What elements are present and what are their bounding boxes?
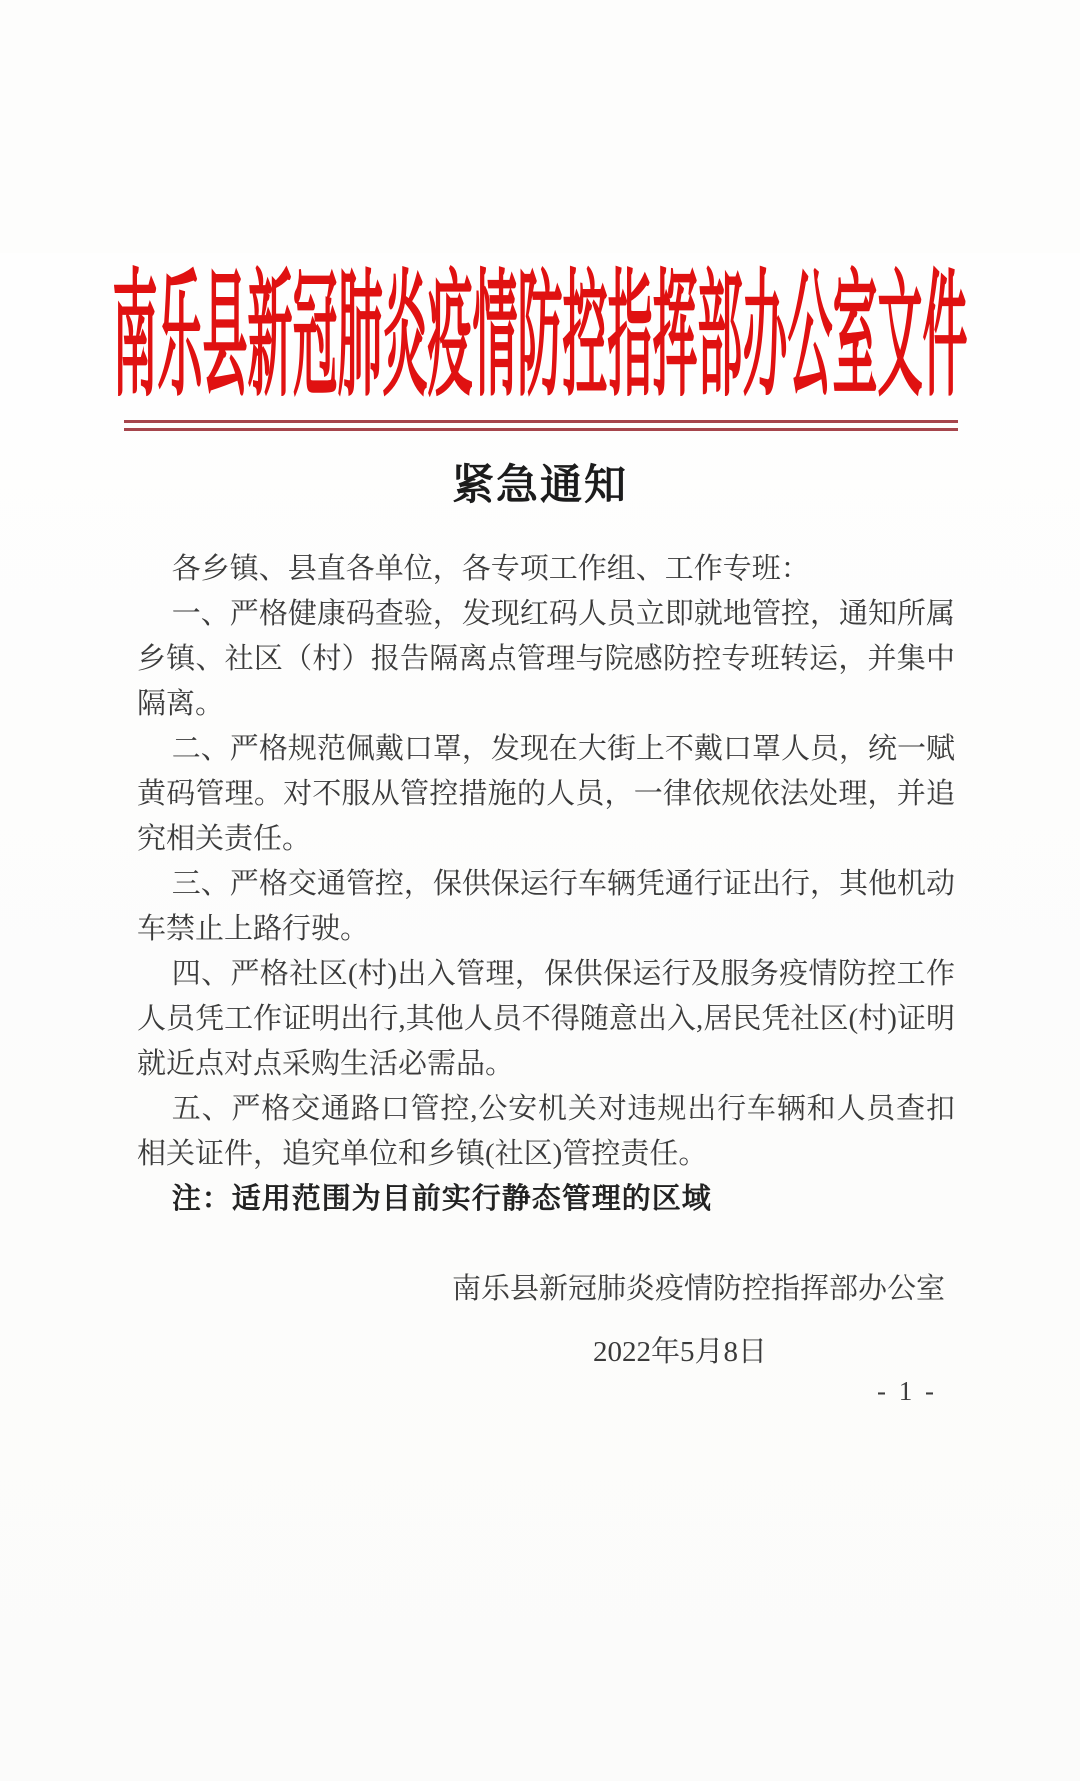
notice-paragraph: 五、严格交通路口管控,公安机关对违规出行车辆和人员查扣相关证件，追究单位和乡镇(社区)管控责任。: [137, 1093, 955, 1170]
letterhead: [0, 253, 1080, 413]
page-number: - 1 -: [877, 1376, 937, 1406]
notice-paragraphs: [137, 592, 955, 1177]
notice-body: [137, 547, 955, 1222]
notice-paragraph: 二、严格规范佩戴口罩，发现在大街上不戴口罩人员，统一赋黄码管理。对不服从管控措施的人员，一律依规依法处理，并追究相关责任。: [137, 733, 955, 855]
letterhead-org-title: 南乐县新冠肺炎疫情防控指挥部办公室文件: [112, 260, 968, 413]
signature-date: 2022年5月8日: [592, 1336, 767, 1368]
signature-org: 南乐县新冠肺炎疫情防控指挥部办公室: [451, 1273, 945, 1305]
notice-paragraph: 一、严格健康码查验，发现红码人员立即就地管控，通知所属乡镇、社区（村）报告隔离点管理与院感防控专班转运，并集中隔离。: [137, 598, 955, 720]
notice-paragraph: 三、严格交通管控，保供保运行车辆凭通行证出行，其他机动车禁止上路行驶。: [137, 868, 955, 945]
note-line: 注：适用范围为目前实行静态管理的区域: [171, 1183, 712, 1215]
salutation: 各乡镇、县直各单位，各专项工作组、工作专班：: [171, 553, 810, 585]
notice-title: 紧急通知: [451, 463, 628, 509]
notice-paragraph: 四、严格社区(村)出入管理，保供保运行及服务疫情防控工作人员凭工作证明出行,其他人员不得随意出入,居民凭社区(村)证明就近点对点采购生活必需品。: [137, 958, 955, 1080]
document-page: [0, 253, 1080, 1781]
